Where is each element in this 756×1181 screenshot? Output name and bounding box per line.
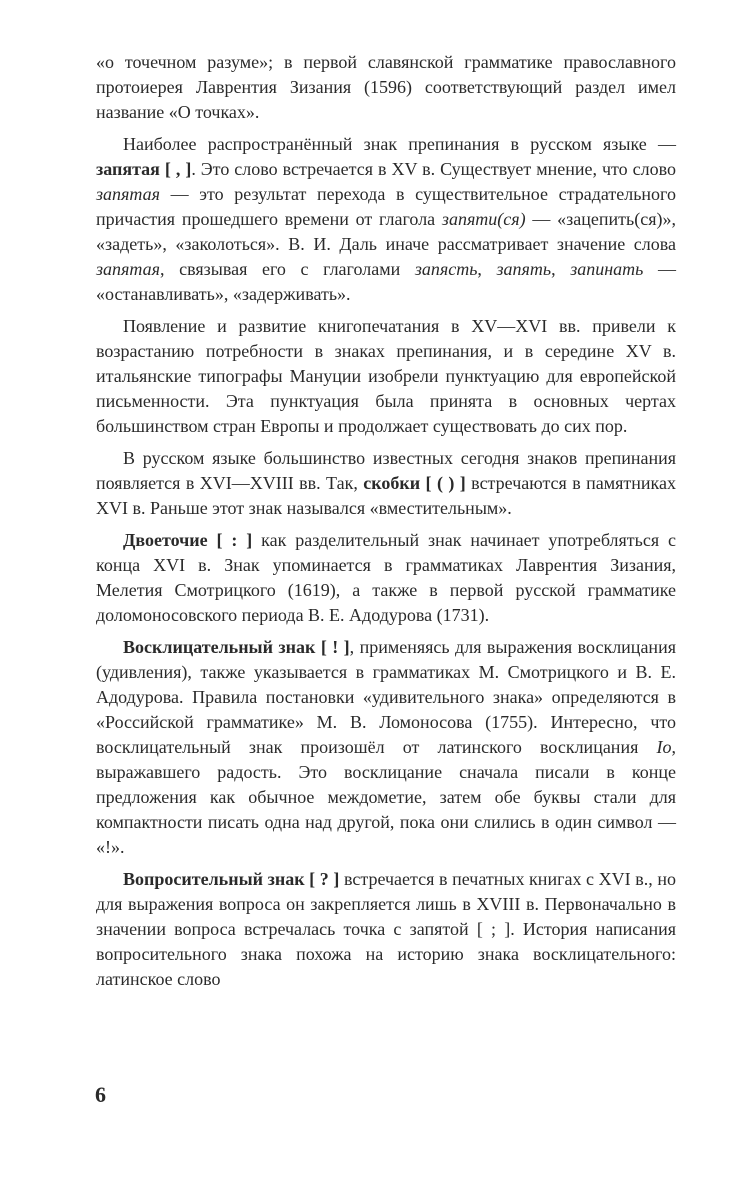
text-segment: , xyxy=(477,259,497,279)
term-italic: запятая xyxy=(96,259,160,279)
text-segment: — «зацепить(ся)», «задеть», «заколоться». В. И. Даль иначе рассматривает значение слова xyxy=(96,209,676,254)
term-italic: запинать xyxy=(570,259,644,279)
text-segment: встречаются в памятниках XVI в. Раньше этот знак назывался «вместительным». xyxy=(96,473,677,518)
paragraph-question xyxy=(96,867,676,992)
text-segment: — это результат перехода в существительное страдательного причастия прошедшего времени от глагола xyxy=(96,184,676,229)
paragraph-brackets xyxy=(96,446,676,521)
page-body xyxy=(96,50,676,992)
text-segment: встречается в печатных книгах с XVI в., но для выражения вопроса он закрепляется лишь в XVIII в. Первоначально в значении вопроса встречалась точка с запятой [ ; ]. История написания вопросительного знака похожа на историю знака восклицательного: латинское слово xyxy=(96,869,676,989)
term-italic: запясть xyxy=(414,259,478,279)
term-brackets: скобки [ ( ) ] xyxy=(363,473,466,493)
term-exclamation: Восклицательный знак [ ! ] xyxy=(123,637,350,657)
text-segment: — «останавливать», «задерживать». xyxy=(96,259,676,304)
text-segment: , связывая его с глаголами xyxy=(159,259,415,279)
term-italic: запяти(ся) xyxy=(441,209,526,229)
paragraph-colon xyxy=(96,528,676,628)
paragraph-continuation xyxy=(96,50,676,125)
paragraph-comma xyxy=(96,132,676,307)
text-segment: Появление и развитие книгопечатания в XV—XVI вв. привели к возрастанию потребности в знаках препинания, и в середине XV в. итальянские типографы Мануции изобрели пунктуацию для европейской письменности. Эта пунктуация была принята в основных чертах большинством стран Европы и продолжает существовать до сих пор. xyxy=(96,316,676,436)
text-segment: , xyxy=(551,259,571,279)
text-segment: как разделительный знак начинает употребляться с конца XVI в. Знак упоминается в грамматиках Лаврентия Зизания, Мелетия Смотрицкого (1619), а также в первой русской грамматике доломоносовского периода В. Е. Адодурова (1731). xyxy=(96,530,676,625)
text-segment: В русском языке большинство известных сегодня знаков препинания появляется в XVI—XVIII вв. Так, xyxy=(96,448,676,493)
text-segment: , применяясь для выражения восклицания (удивления), также указывается в грамматиках М. Смотрицкого и В. Е. Адодурова. Правила постановки «удивительного знака» определяются в «Российской грамматике» М. В. Ломоносова (1755). Интересно, что восклицательный знак произошёл от латинского восклицания xyxy=(96,637,676,757)
text-segment: Наиболее распространённый знак препинания в русском языке — xyxy=(123,134,676,154)
text-segment: . Это слово встречается в XV в. Существует мнение, что слово xyxy=(191,159,676,179)
term-italic: запять xyxy=(496,259,552,279)
text-segment: , выражавшего радость. Это восклицание сначала писали в конце предложения как обычное междометие, затем обе буквы стали для компактности писать одна над другой, пока они слились в один символ — «!». xyxy=(96,737,676,857)
page-number: 6 xyxy=(95,1082,106,1107)
term-question: Вопросительный знак [ ? ] xyxy=(123,869,340,889)
term-italic: Io xyxy=(656,737,672,757)
term-colon: Двоеточие [ : ] xyxy=(123,530,253,550)
term-italic: запятая xyxy=(96,184,160,204)
term-comma: запятая [ , ] xyxy=(96,159,192,179)
paragraph-exclamation xyxy=(96,635,676,860)
paragraph-printing xyxy=(96,314,676,439)
text-segment: «о точечном разуме»; в первой славянской грамматике православного протоиерея Лаврентия Зизания (1596) соответствующий раздел имел название «О точках». xyxy=(96,52,676,122)
